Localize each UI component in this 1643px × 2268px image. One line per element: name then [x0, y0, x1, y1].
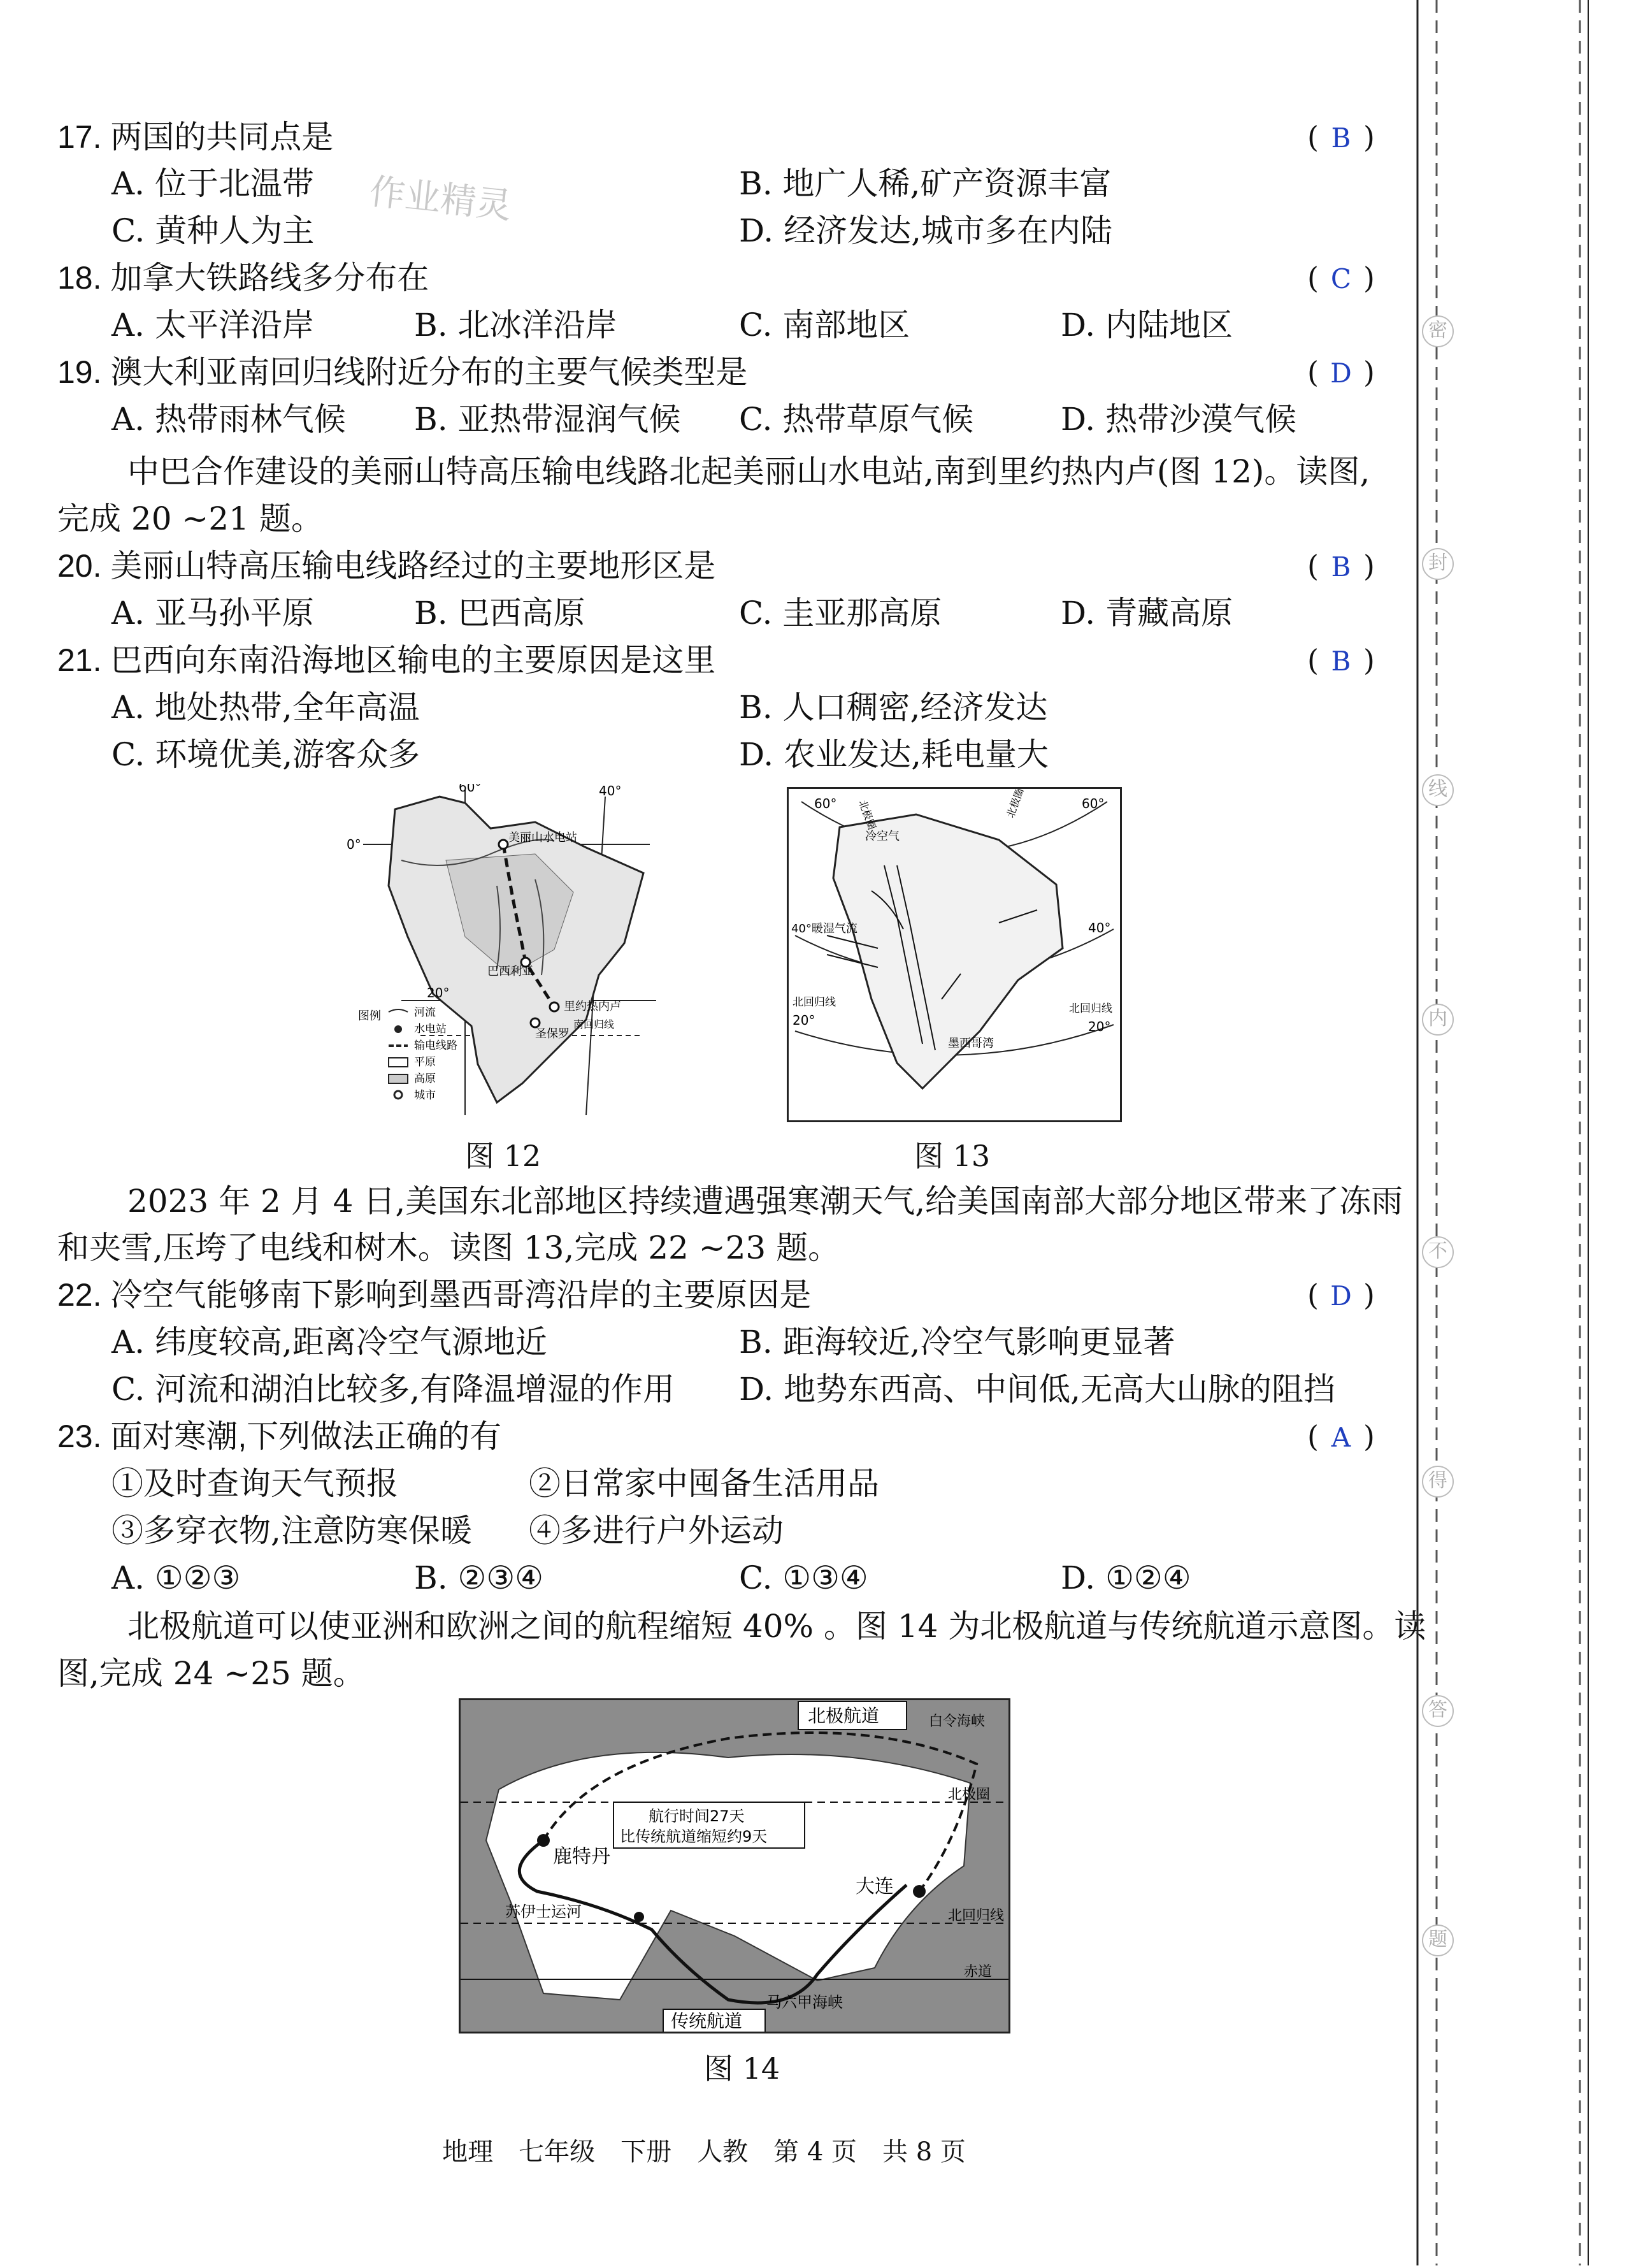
- fig12-legend-plain: 平原: [414, 1056, 436, 1069]
- fig13-tropic-right: 北回归线: [1069, 1002, 1112, 1015]
- option-22d: D. 地势东西高、中间低,无高大山脉的阻挡: [739, 1371, 1335, 1408]
- option-17b: B. 地广人稀,矿产资源丰富: [739, 165, 1112, 202]
- binding-char-1: 密: [1422, 315, 1454, 347]
- answer-22: ( D ): [1307, 1278, 1375, 1312]
- question-23-stem: 23. 面对寒潮,下列做法正确的有: [57, 1419, 502, 1454]
- fig14-traditional: 传统航道: [671, 2011, 743, 2032]
- question-17-stem: 17. 两国的共同点是: [57, 119, 334, 155]
- option-19c: C. 热带草原气候: [739, 401, 974, 438]
- figure-13-caption: 图 13: [914, 1139, 991, 1173]
- intro-20-21-line2: 完成 20 ~21 题。: [57, 500, 323, 537]
- figure-12-map: [344, 784, 669, 1128]
- option-23c: C. ①③④: [739, 1559, 868, 1596]
- option-18c: C. 南部地区: [739, 307, 910, 343]
- option-18a: A. 太平洋沿岸: [111, 307, 314, 343]
- intro-24-25-line2: 图,完成 24 ~25 题。: [57, 1655, 365, 1692]
- option-23d: D. ①②④: [1061, 1559, 1191, 1596]
- statement-23-4: ④多进行户外运动: [529, 1512, 784, 1549]
- fig14-note-line2: 比传统航道缩短约9天: [620, 1828, 768, 1845]
- intro-24-25-line1: 北极航道可以使亚洲和欧洲之间的航程缩短 40% 。图 14 为北极航道与传统航道示意图。读: [127, 1608, 1426, 1645]
- intro-22-23-line2: 和夹雪,压垮了电线和树木。读图 13,完成 22 ~23 题。: [57, 1229, 840, 1266]
- fig12-legend-river: 河流: [414, 1006, 436, 1019]
- fig13-arctic-right: 北极圈: [1004, 789, 1026, 820]
- option-18d: D. 内陆地区: [1061, 307, 1233, 343]
- answer-17: ( B ): [1307, 120, 1375, 154]
- page-footer: 地理 七年级 下册 人教 第 4 页 共 8 页: [442, 2137, 966, 2167]
- answer-21: ( B ): [1307, 643, 1375, 677]
- fig14-malacca: 马六甲海峡: [766, 1993, 843, 2011]
- fig13-tropic-left: 北回归线: [793, 996, 836, 1009]
- option-17a: A. 位于北温带: [111, 165, 314, 202]
- question-21-stem: 21. 巴西向东南沿海地区输电的主要原因是这里: [57, 642, 716, 678]
- statement-23-3: ③多穿衣物,注意防寒保暖: [111, 1512, 472, 1549]
- option-18b: B. 北冰洋沿岸: [414, 307, 617, 343]
- fig13-arctic-left: 北极圈: [856, 798, 879, 832]
- statement-23-2: ②日常家中囤备生活用品: [529, 1465, 879, 1502]
- binding-char-6: 得: [1422, 1466, 1454, 1498]
- option-20b: B. 巴西高原: [414, 595, 585, 632]
- option-20c: C. 圭亚那高原: [739, 595, 942, 632]
- binding-char-5: 不: [1422, 1236, 1454, 1268]
- option-21a: A. 地处热带,全年高温: [111, 689, 420, 726]
- binding-char-4: 内: [1422, 1004, 1454, 1036]
- answer-19: ( D ): [1307, 355, 1375, 389]
- question-19-stem: 19. 澳大利亚南回归线附近分布的主要气候类型是: [57, 354, 748, 390]
- fig14-rotterdam: 鹿特丹: [553, 1845, 610, 1868]
- option-19d: D. 热带沙漠气候: [1061, 401, 1297, 438]
- fig12-lat20: 20°: [427, 985, 450, 1000]
- figure-14-map: [459, 1698, 1010, 2033]
- fig12-brasilia-label: 巴西利亚: [487, 965, 533, 978]
- fig12-legend-station: 水电站: [414, 1023, 447, 1036]
- fig12-legend-line: 输电线路: [414, 1039, 457, 1052]
- question-20-stem: 20. 美丽山特高压输电线路经过的主要地形区是: [57, 548, 716, 584]
- intro-22-23-line1: 2023 年 2 月 4 日,美国东北部地区持续遭遇强寒潮天气,给美国南部大部分地区带来了冻雨: [127, 1183, 1403, 1220]
- fig13-gulf: 墨西哥湾: [948, 1037, 994, 1050]
- binding-char-7: 答: [1422, 1695, 1454, 1727]
- fig12-lat0: 0°: [347, 837, 361, 852]
- fig13-warm-air: 40°暖湿气流: [791, 922, 857, 935]
- fig14-dalian: 大连: [856, 1875, 894, 1898]
- figure-12-caption: 图 12: [465, 1139, 542, 1173]
- answer-18: ( C ): [1307, 261, 1375, 295]
- option-20d: D. 青藏高原: [1061, 595, 1233, 632]
- option-22a: A. 纬度较高,距离冷空气源地近: [111, 1324, 547, 1361]
- fig14-arctic-circle: 北极圈: [948, 1787, 991, 1803]
- statement-23-1: ①及时查询天气预报: [111, 1465, 398, 1502]
- question-18-stem: 18. 加拿大铁路线多分布在: [57, 260, 429, 296]
- option-22c: C. 河流和湖泊比较多,有降温增湿的作用: [111, 1371, 675, 1408]
- figure-13-map: [787, 787, 1122, 1122]
- intro-20-21-line1: 中巴合作建设的美丽山特高压输电线路北起美丽山水电站,南到里约热内卢(图 12)。读图,: [127, 453, 1370, 490]
- fig12-legend-city: 城市: [414, 1089, 436, 1102]
- option-22b: B. 距海较近,冷空气影响更显著: [739, 1324, 1175, 1361]
- option-23a: A. ①②③: [111, 1559, 241, 1596]
- fig14-bering: 白令海峡: [929, 1714, 986, 1730]
- fig12-station-label: 美丽山水电站: [508, 831, 577, 844]
- fig13-lat60-right: 60°: [1082, 796, 1105, 811]
- option-17d: D. 经济发达,城市多在内陆: [739, 212, 1112, 249]
- fig12-legend-plateau: 高原: [414, 1073, 436, 1085]
- option-19a: A. 热带雨林气候: [111, 401, 346, 438]
- binding-char-3: 线: [1422, 774, 1454, 806]
- fig12-lon40: 40°: [599, 784, 622, 798]
- option-19b: B. 亚热带湿润气候: [414, 401, 681, 438]
- binding-char-8: 题: [1422, 1925, 1454, 1956]
- option-21d: D. 农业发达,耗电量大: [739, 736, 1049, 773]
- option-21b: B. 人口稠密,经济发达: [739, 689, 1048, 726]
- option-23b: B. ②③④: [414, 1559, 544, 1596]
- figure-14-caption: 图 14: [704, 2051, 780, 2086]
- question-22-stem: 22. 冷空气能够南下影响到墨西哥湾沿岸的主要原因是: [57, 1277, 812, 1313]
- answer-23: ( A ): [1307, 1419, 1375, 1454]
- fig12-tropic-label: 南回归线: [573, 1018, 615, 1030]
- fig12-legend-title: 图例: [358, 1009, 381, 1023]
- fig13-lat60-left: 60°: [814, 796, 837, 811]
- watermark: 作业精灵: [367, 171, 514, 228]
- fig14-tropic: 北回归线: [948, 1908, 1005, 1924]
- option-21c: C. 环境优美,游客众多: [111, 736, 420, 773]
- answer-20: ( B ): [1307, 549, 1375, 583]
- fig12-lon60: 60°: [459, 784, 482, 795]
- fig12-rio-label: 里约热内卢: [564, 1000, 621, 1013]
- fig13-lat20-right: 20°: [1088, 1019, 1111, 1034]
- option-17c: C. 黄种人为主: [111, 212, 315, 249]
- fig14-note-line1: 航行时间27天: [649, 1807, 745, 1825]
- fig13-lat40-right: 40°: [1088, 920, 1111, 935]
- fig13-lat20-left: 20°: [793, 1013, 815, 1028]
- fig14-suez: 苏伊士运河: [505, 1903, 582, 1921]
- fig12-saopaulo-label: 圣保罗: [535, 1027, 570, 1041]
- option-20a: A. 亚马孙平原: [111, 595, 314, 632]
- binding-char-2: 封: [1422, 548, 1454, 580]
- fig14-arctic-route: 北极航道: [808, 1705, 880, 1726]
- fig13-cold-air: 冷空气: [865, 830, 900, 843]
- fig14-equator: 赤道: [964, 1964, 993, 1980]
